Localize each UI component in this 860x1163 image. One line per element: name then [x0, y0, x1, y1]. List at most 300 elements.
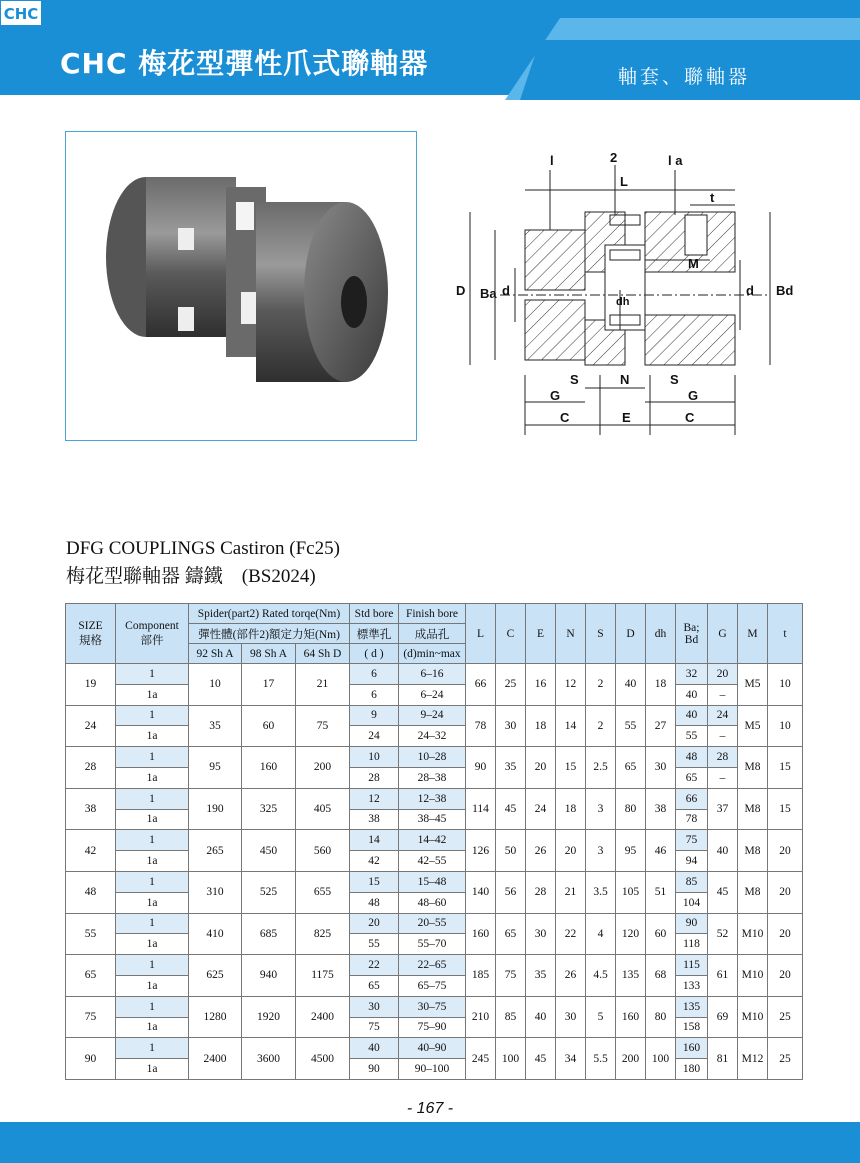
component-cell: 1a — [116, 892, 189, 913]
std-bore-cell: 6 — [350, 664, 399, 685]
dim-N-cell: 34 — [556, 1038, 586, 1080]
footer-bar — [0, 1122, 860, 1163]
std-bore-cell: 6 — [350, 684, 399, 705]
size-cell: 19 — [66, 664, 116, 706]
table-row — [66, 975, 803, 996]
page-number: - 167 - — [406, 1100, 454, 1117]
col-finish-bore-header-cn: 成品孔 — [399, 624, 466, 644]
dim-C-cell: 56 — [496, 871, 526, 913]
dim-dh-cell: 38 — [646, 788, 676, 830]
dim-N-cell: 21 — [556, 871, 586, 913]
torque-92sha-cell: 10 — [189, 664, 242, 706]
dim-G-right-label: G — [688, 388, 699, 403]
col-M-header: M — [738, 604, 768, 664]
dim-E-cell: 35 — [526, 955, 556, 997]
m-cell: M10 — [738, 996, 768, 1038]
dim-C-right-label: C — [685, 410, 695, 425]
torque-98sha-cell: 685 — [242, 913, 296, 955]
dim-D-cell: 55 — [616, 705, 646, 747]
m-cell: M8 — [738, 747, 768, 789]
bd-cell: 158 — [676, 1017, 708, 1038]
col-64shd-header: 64 Sh D — [296, 644, 350, 664]
g-cell: 52 — [708, 913, 738, 955]
g-cell: 61 — [708, 955, 738, 997]
dim-2-label: 2 — [610, 150, 618, 165]
dim-M-label: M — [688, 256, 699, 271]
component-cell: 1 — [116, 913, 189, 934]
dim-dh-cell: 100 — [646, 1038, 676, 1080]
std-bore-cell: 38 — [350, 809, 399, 830]
table-row — [66, 996, 803, 1017]
dim-D-cell: 40 — [616, 664, 646, 706]
page-title: CHC 梅花型彈性爪式聯軸器 — [60, 47, 429, 80]
bd-cell: 78 — [676, 809, 708, 830]
dim-C-cell: 85 — [496, 996, 526, 1038]
dim-dh-cell: 30 — [646, 747, 676, 789]
dim-S-cell: 4 — [586, 913, 616, 955]
torque-98sha-cell: 940 — [242, 955, 296, 997]
finish-bore-cell: 65–75 — [399, 975, 466, 996]
torque-92sha-cell: 2400 — [189, 1038, 242, 1080]
size-cell: 42 — [66, 830, 116, 872]
torque-64shd-cell: 655 — [296, 871, 350, 913]
g-cell: 40 — [708, 830, 738, 872]
finish-bore-cell: 12–38 — [399, 788, 466, 809]
m-cell: M5 — [738, 664, 768, 706]
component-cell: 1a — [116, 1017, 189, 1038]
section-subtitle: 軸套、聯軸器 — [618, 66, 751, 88]
dim-N-cell: 18 — [556, 788, 586, 830]
torque-98sha-cell: 17 — [242, 664, 296, 706]
ba-cell: 90 — [676, 913, 708, 934]
col-component-header: Component 部件 — [116, 604, 189, 664]
t-cell: 15 — [768, 747, 803, 789]
finish-bore-cell: 90–100 — [399, 1059, 466, 1080]
size-cell: 28 — [66, 747, 116, 789]
dim-dh-cell: 51 — [646, 871, 676, 913]
size-cell: 24 — [66, 705, 116, 747]
table-row — [66, 664, 803, 685]
dim-D-cell: 120 — [616, 913, 646, 955]
component-cell: 1 — [116, 1038, 189, 1059]
m-cell: M5 — [738, 705, 768, 747]
t-cell: 10 — [768, 664, 803, 706]
finish-bore-cell: 14–42 — [399, 830, 466, 851]
ba-cell: 75 — [676, 830, 708, 851]
bd-cell: 118 — [676, 934, 708, 955]
col-E-header: E — [526, 604, 556, 664]
col-finish-bore-header: Finish bore — [399, 604, 466, 624]
col-std-bore-header-cn: 標準孔 — [350, 624, 399, 644]
std-bore-cell: 10 — [350, 747, 399, 768]
m-cell: M8 — [738, 871, 768, 913]
spec-table-body — [66, 664, 803, 1080]
finish-bore-cell: 28–38 — [399, 767, 466, 788]
torque-64shd-cell: 21 — [296, 664, 350, 706]
svg-text:CHC: CHC — [3, 5, 39, 23]
dim-S-left-label: S — [570, 372, 579, 387]
spec-table — [65, 603, 803, 1080]
dim-D-cell: 95 — [616, 830, 646, 872]
dim-S-cell: 2.5 — [586, 747, 616, 789]
m-cell: M10 — [738, 955, 768, 997]
finish-bore-cell: 75–90 — [399, 1017, 466, 1038]
dim-N-cell: 20 — [556, 830, 586, 872]
component-cell: 1a — [116, 851, 189, 872]
g-cell: 37 — [708, 788, 738, 830]
dim-l-label: l — [550, 153, 554, 168]
dim-N-cell: 26 — [556, 955, 586, 997]
t-cell: 15 — [768, 788, 803, 830]
dim-E-cell: 20 — [526, 747, 556, 789]
col-D-header: D — [616, 604, 646, 664]
table-row — [66, 726, 803, 747]
dim-C-left-label: C — [560, 410, 570, 425]
torque-98sha-cell: 450 — [242, 830, 296, 872]
torque-92sha-cell: 1280 — [189, 996, 242, 1038]
std-bore-cell: 24 — [350, 726, 399, 747]
std-bore-cell: 48 — [350, 892, 399, 913]
ba-cell: 66 — [676, 788, 708, 809]
col-BaBd-header: Ba; Bd — [676, 604, 708, 664]
m-cell: M8 — [738, 788, 768, 830]
dim-dh-cell: 27 — [646, 705, 676, 747]
table-row — [66, 1017, 803, 1038]
std-bore-cell: 9 — [350, 705, 399, 726]
table-row — [66, 1038, 803, 1059]
std-bore-cell: 40 — [350, 1038, 399, 1059]
dim-L-cell: 78 — [466, 705, 496, 747]
finish-bore-cell: 24–32 — [399, 726, 466, 747]
col-C-header: C — [496, 604, 526, 664]
table-heading-cn: 梅花型聯軸器 鑄鐵 (BS2024) — [66, 566, 316, 587]
dim-C-cell: 65 — [496, 913, 526, 955]
ba-cell: 32 — [676, 664, 708, 685]
bd-cell: 133 — [676, 975, 708, 996]
dim-S-cell: 3 — [586, 788, 616, 830]
finish-bore-cell: 6–16 — [399, 664, 466, 685]
dim-D-cell: 65 — [616, 747, 646, 789]
torque-98sha-cell: 3600 — [242, 1038, 296, 1080]
torque-98sha-cell: 160 — [242, 747, 296, 789]
dim-dh-cell: 68 — [646, 955, 676, 997]
torque-98sha-cell: 60 — [242, 705, 296, 747]
dim-D-label: D — [456, 283, 466, 298]
finish-bore-cell: 30–75 — [399, 996, 466, 1017]
finish-bore-cell: 22–65 — [399, 955, 466, 976]
dim-E-cell: 16 — [526, 664, 556, 706]
finish-bore-cell: 42–55 — [399, 851, 466, 872]
t-cell: 20 — [768, 830, 803, 872]
header-banner — [0, 0, 860, 100]
dim-S-cell: 3 — [586, 830, 616, 872]
col-G-header: G — [708, 604, 738, 664]
dim-L-cell: 210 — [466, 996, 496, 1038]
t-cell: 20 — [768, 955, 803, 997]
dim-S-cell: 2 — [586, 705, 616, 747]
g-cell: – — [708, 726, 738, 747]
dim-E-cell: 30 — [526, 913, 556, 955]
dim-E-cell: 18 — [526, 705, 556, 747]
dim-dh-cell: 60 — [646, 913, 676, 955]
bd-cell: 180 — [676, 1059, 708, 1080]
dim-E-cell: 40 — [526, 996, 556, 1038]
finish-bore-cell: 6–24 — [399, 684, 466, 705]
table-row — [66, 934, 803, 955]
col-spider-header: Spider(part2) Rated torqe(Nm) — [189, 604, 350, 624]
component-cell: 1a — [116, 975, 189, 996]
dim-S-right-label: S — [670, 372, 679, 387]
table-row — [66, 767, 803, 788]
torque-92sha-cell: 265 — [189, 830, 242, 872]
std-bore-cell: 55 — [350, 934, 399, 955]
table-row — [66, 955, 803, 976]
ba-cell: 85 — [676, 871, 708, 892]
torque-98sha-cell: 325 — [242, 788, 296, 830]
dim-N-cell: 15 — [556, 747, 586, 789]
dim-D-cell: 105 — [616, 871, 646, 913]
t-cell: 20 — [768, 913, 803, 955]
std-bore-cell: 28 — [350, 767, 399, 788]
table-heading-en: DFG COUPLINGS Castiron (Fc25) — [66, 538, 340, 559]
std-bore-cell: 22 — [350, 955, 399, 976]
table-row — [66, 871, 803, 892]
dim-C-cell: 45 — [496, 788, 526, 830]
coupling-image — [66, 132, 416, 440]
finish-bore-cell: 15–48 — [399, 871, 466, 892]
dim-N-label: N — [620, 372, 630, 387]
dim-L-cell: 90 — [466, 747, 496, 789]
dim-S-cell: 2 — [586, 664, 616, 706]
finish-bore-cell: 10–28 — [399, 747, 466, 768]
table-row — [66, 705, 803, 726]
t-cell: 20 — [768, 871, 803, 913]
dim-d-left-label: d — [502, 283, 510, 298]
col-N-header: N — [556, 604, 586, 664]
table-row — [66, 892, 803, 913]
ba-cell: 48 — [676, 747, 708, 768]
m-cell: M12 — [738, 1038, 768, 1080]
col-std-bore-header: Std bore — [350, 604, 399, 624]
dim-C-cell: 75 — [496, 955, 526, 997]
g-cell: – — [708, 767, 738, 788]
torque-64shd-cell: 2400 — [296, 996, 350, 1038]
torque-92sha-cell: 190 — [189, 788, 242, 830]
col-L-header: L — [466, 604, 496, 664]
torque-98sha-cell: 525 — [242, 871, 296, 913]
bd-cell: 94 — [676, 851, 708, 872]
dim-L-cell: 160 — [466, 913, 496, 955]
dim-D-cell: 160 — [616, 996, 646, 1038]
dim-N-cell: 30 — [556, 996, 586, 1038]
ba-cell: 40 — [676, 705, 708, 726]
table-row — [66, 788, 803, 809]
dim-L-cell: 245 — [466, 1038, 496, 1080]
dim-L-cell: 114 — [466, 788, 496, 830]
torque-92sha-cell: 35 — [189, 705, 242, 747]
component-cell: 1 — [116, 955, 189, 976]
dim-E-cell: 24 — [526, 788, 556, 830]
component-cell: 1 — [116, 664, 189, 685]
dim-Bd-label: Bd — [776, 283, 794, 298]
dim-E-label: E — [622, 410, 631, 425]
g-cell: – — [708, 684, 738, 705]
dim-D-cell: 80 — [616, 788, 646, 830]
finish-bore-cell: 9–24 — [399, 705, 466, 726]
g-cell: 45 — [708, 871, 738, 913]
torque-92sha-cell: 410 — [189, 913, 242, 955]
torque-64shd-cell: 200 — [296, 747, 350, 789]
col-spider-header-cn: 彈性體(部件2)額定力矩(Nm) — [189, 624, 350, 644]
dim-N-cell: 12 — [556, 664, 586, 706]
torque-92sha-cell: 95 — [189, 747, 242, 789]
t-cell: 25 — [768, 996, 803, 1038]
col-dminmax-header: (d)min~max — [399, 644, 466, 664]
std-bore-cell: 65 — [350, 975, 399, 996]
torque-64shd-cell: 405 — [296, 788, 350, 830]
dim-C-cell: 25 — [496, 664, 526, 706]
finish-bore-cell: 48–60 — [399, 892, 466, 913]
finish-bore-cell: 55–70 — [399, 934, 466, 955]
dim-dh-cell: 46 — [646, 830, 676, 872]
torque-92sha-cell: 310 — [189, 871, 242, 913]
dim-Ba-label: Ba — [480, 286, 497, 301]
technical-drawing — [440, 150, 800, 440]
col-d-header: ( d ) — [350, 644, 399, 664]
m-cell: M8 — [738, 830, 768, 872]
component-cell: 1a — [116, 726, 189, 747]
component-cell: 1 — [116, 705, 189, 726]
dim-S-cell: 3.5 — [586, 871, 616, 913]
torque-98sha-cell: 1920 — [242, 996, 296, 1038]
dim-L-cell: 185 — [466, 955, 496, 997]
table-row — [66, 684, 803, 705]
table-row — [66, 747, 803, 768]
dim-E-cell: 45 — [526, 1038, 556, 1080]
table-row — [66, 1059, 803, 1080]
dim-E-cell: 28 — [526, 871, 556, 913]
torque-64shd-cell: 1175 — [296, 955, 350, 997]
table-row — [66, 913, 803, 934]
std-bore-cell: 30 — [350, 996, 399, 1017]
std-bore-cell: 42 — [350, 851, 399, 872]
dim-S-cell: 5.5 — [586, 1038, 616, 1080]
torque-64shd-cell: 75 — [296, 705, 350, 747]
dim-C-cell: 50 — [496, 830, 526, 872]
dim-S-cell: 5 — [586, 996, 616, 1038]
size-cell: 38 — [66, 788, 116, 830]
g-cell: 28 — [708, 747, 738, 768]
dim-dh-cell: 80 — [646, 996, 676, 1038]
g-cell: 24 — [708, 705, 738, 726]
g-cell: 81 — [708, 1038, 738, 1080]
size-cell: 48 — [66, 871, 116, 913]
finish-bore-cell: 40–90 — [399, 1038, 466, 1059]
dim-C-cell: 35 — [496, 747, 526, 789]
dim-G-left-label: G — [550, 388, 561, 403]
dim-N-cell: 14 — [556, 705, 586, 747]
std-bore-cell: 90 — [350, 1059, 399, 1080]
dim-D-cell: 200 — [616, 1038, 646, 1080]
std-bore-cell: 12 — [350, 788, 399, 809]
dim-L-cell: 140 — [466, 871, 496, 913]
component-cell: 1 — [116, 788, 189, 809]
t-cell: 10 — [768, 705, 803, 747]
bd-cell: 40 — [676, 684, 708, 705]
finish-bore-cell: 20–55 — [399, 913, 466, 934]
component-cell: 1a — [116, 684, 189, 705]
component-cell: 1 — [116, 830, 189, 851]
col-98sha-header: 98 Sh A — [242, 644, 296, 664]
dim-E-cell: 26 — [526, 830, 556, 872]
ba-cell: 115 — [676, 955, 708, 976]
g-cell: 69 — [708, 996, 738, 1038]
col-92sha-header: 92 Sh A — [189, 644, 242, 664]
component-cell: 1a — [116, 1059, 189, 1080]
dim-L-cell: 66 — [466, 664, 496, 706]
ba-cell: 135 — [676, 996, 708, 1017]
component-cell: 1a — [116, 767, 189, 788]
col-S-header: S — [586, 604, 616, 664]
std-bore-cell: 15 — [350, 871, 399, 892]
g-cell: 20 — [708, 664, 738, 685]
bd-cell: 104 — [676, 892, 708, 913]
t-cell: 25 — [768, 1038, 803, 1080]
table-row — [66, 830, 803, 851]
m-cell: M10 — [738, 913, 768, 955]
dim-d-right-label: d — [746, 283, 754, 298]
col-size-header: SIZE 規格 — [66, 604, 116, 664]
component-cell: 1a — [116, 934, 189, 955]
size-cell: 90 — [66, 1038, 116, 1080]
dim-t-label: t — [710, 190, 715, 205]
dim-dh-cell: 18 — [646, 664, 676, 706]
torque-92sha-cell: 625 — [189, 955, 242, 997]
size-cell: 75 — [66, 996, 116, 1038]
std-bore-cell: 75 — [350, 1017, 399, 1038]
dim-la-label: l a — [668, 153, 683, 168]
component-cell: 1 — [116, 996, 189, 1017]
bd-cell: 65 — [676, 767, 708, 788]
size-cell: 55 — [66, 913, 116, 955]
torque-64shd-cell: 825 — [296, 913, 350, 955]
component-cell: 1a — [116, 809, 189, 830]
dim-L-label: L — [620, 174, 628, 189]
bd-cell: 55 — [676, 726, 708, 747]
ba-cell: 160 — [676, 1038, 708, 1059]
col-dh-header: dh — [646, 604, 676, 664]
col-t-header: t — [768, 604, 803, 664]
component-cell: 1 — [116, 747, 189, 768]
std-bore-cell: 20 — [350, 913, 399, 934]
chc-logo-icon — [0, 0, 42, 26]
size-cell: 65 — [66, 955, 116, 997]
dim-L-cell: 126 — [466, 830, 496, 872]
dim-S-cell: 4.5 — [586, 955, 616, 997]
dim-C-cell: 30 — [496, 705, 526, 747]
product-photo — [65, 131, 417, 441]
dim-dh-label: dh — [616, 296, 630, 308]
torque-64shd-cell: 560 — [296, 830, 350, 872]
table-row — [66, 809, 803, 830]
table-row — [66, 851, 803, 872]
dim-D-cell: 135 — [616, 955, 646, 997]
dim-C-cell: 100 — [496, 1038, 526, 1080]
component-cell: 1 — [116, 871, 189, 892]
finish-bore-cell: 38–45 — [399, 809, 466, 830]
torque-64shd-cell: 4500 — [296, 1038, 350, 1080]
std-bore-cell: 14 — [350, 830, 399, 851]
